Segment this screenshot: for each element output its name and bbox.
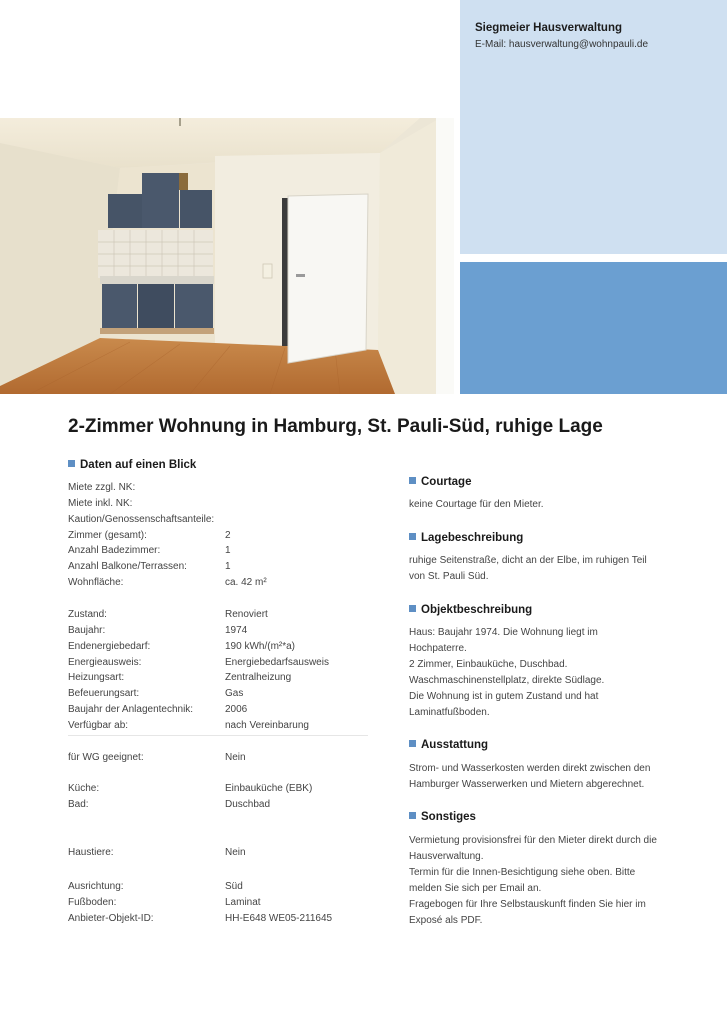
- listing-title: 2-Zimmer Wohnung in Hamburg, St. Pauli-Süd, ruhige Lage: [68, 416, 603, 437]
- fact-row-heizungsart: Heizungsart: Zentralheizung: [68, 672, 292, 683]
- fact-row-baujahr: Baujahr: 1974: [68, 625, 248, 636]
- sonstiges-heading: Sonstiges: [409, 811, 476, 823]
- bullet-square-icon: [409, 533, 416, 540]
- fact-row-kueche: Küche: Einbauküche (EBK): [68, 783, 313, 794]
- facts-heading: [68, 459, 196, 471]
- facts-divider: [68, 735, 368, 736]
- fact-row-fussboden: Fußboden: Laminat: [68, 897, 261, 908]
- fact-row-energieausweis: Energieausweis: Energiebedarfsausweis: [68, 657, 329, 668]
- fact-row-miete-zzgl: Miete zzgl. NK:: [68, 482, 136, 493]
- courtage-heading: Courtage: [409, 476, 471, 488]
- fact-row-kaution: Kaution/Genossenschaftsanteile:: [68, 514, 215, 525]
- fact-row-zustand: Zustand: Renoviert: [68, 609, 268, 620]
- courtage-text: keine Courtage für den Mieter.: [409, 499, 544, 510]
- fact-row-wohnflaeche: Wohnfläche: ca. 42 m²: [68, 577, 267, 588]
- fact-row-ausrichtung: Ausrichtung: Süd: [68, 881, 243, 892]
- fact-row-badezimmer: Anzahl Badezimmer: 1: [68, 545, 231, 556]
- fact-row-endenergiebedarf: Endenergiebedarf: 190 kWh/(m²*a): [68, 641, 296, 652]
- ausstattung-heading: Ausstattung: [409, 739, 488, 751]
- lage-heading: Lagebeschreibung: [409, 532, 523, 544]
- decorative-blue-panel: [460, 262, 727, 394]
- bullet-square-icon: [409, 605, 416, 612]
- fact-row-befeuerungsart: Befeuerungsart: Gas: [68, 688, 244, 699]
- fact-row-verfuegbar: Verfügbar ab: nach Vereinbarung: [68, 720, 309, 731]
- objekt-text: Haus: Baujahr 1974. Die Wohnung liegt im Hochpaterre. 2 Zimmer, Einbauküche, Duschbad. Waschmaschinenstellplatz, direkte Südlage. Die Wohnung ist in gutem Zustand und hat Laminatfußboden.: [409, 627, 605, 718]
- fact-row-baujahr-anlagentechnik: Baujahr der Anlagentechnik: 2006: [68, 704, 248, 715]
- fact-row-haustiere: Haustiere: Nein: [68, 847, 246, 858]
- company-name: Siegmeier Hausverwaltung: [475, 22, 622, 34]
- fact-row-objekt-id: Anbieter-Objekt-ID: HH-E648 WE05-211645: [68, 913, 333, 924]
- contact-email[interactable]: E-Mail: hausverwaltung@wohnpauli.de: [475, 39, 649, 50]
- objekt-heading: Objektbeschreibung: [409, 604, 532, 616]
- fact-row-bad: Bad: Duschbad: [68, 799, 271, 810]
- fact-row-balkone: Anzahl Balkone/Terrassen: 1: [68, 561, 231, 572]
- bullet-square-icon: [409, 812, 416, 819]
- bullet-square-icon: [409, 740, 416, 747]
- sonstiges-text: Vermietung provisionsfrei für den Mieter direkt durch die Hausverwaltung. Termin für die Innen-Besichtigung siehe oben. Bitte melden Sie sich per Email an. Fragebogen für Ihre Selbstauskunft finden Sie hier im Exposé als PDF.: [409, 835, 657, 926]
- ausstattung-text: Strom- und Wasserkosten werden direkt zwischen den Hamburger Wasserwerken und Mietern abgerechnet.: [409, 763, 651, 790]
- fact-row-miete-inkl: Miete inkl. NK:: [68, 498, 133, 509]
- apartment-photo: [0, 118, 454, 394]
- bullet-square-icon: [68, 460, 75, 467]
- lage-text: ruhige Seitenstraße, dicht an der Elbe, im ruhigen Teil von St. Pauli Süd.: [409, 555, 647, 582]
- facts-heading-label: Daten auf einen Blick: [80, 459, 197, 471]
- bullet-square-icon: [409, 477, 416, 484]
- fact-row-zimmer: Zimmer (gesamt): 2: [68, 530, 231, 541]
- fact-row-wg-geeignet: für WG geeignet: Nein: [68, 752, 246, 763]
